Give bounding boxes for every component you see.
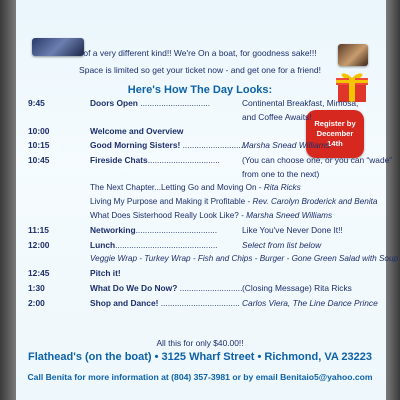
chat-session [90, 183, 301, 192]
badge-line-3: 14th [327, 139, 343, 148]
schedule-row [28, 112, 388, 126]
schedule-heading: Here's How The Day Looks: [127, 84, 273, 96]
lunch-menu: Veggie Wrap - Turkey Wrap - Fish and Chips - Burger - Gone Green Salad with Soup [90, 254, 399, 263]
schedule-desc: Marsha Snead Williams [242, 140, 330, 150]
schedule-row [28, 240, 388, 254]
badge-line-1: Register by [314, 119, 356, 128]
schedule-desc: (You can choose one, or you can “wade” [242, 155, 393, 165]
schedule-item [90, 155, 220, 165]
dot-leader: ............................................ [115, 240, 218, 250]
schedule-item [90, 98, 210, 108]
dot-leader: ........................... [180, 140, 246, 150]
schedule-time: 1:30 [28, 283, 45, 293]
price-line: All this for only $40.00!! [156, 338, 244, 348]
dot-leader: ................................... [135, 225, 218, 235]
schedule-desc: Like You've Never Done It!! [242, 225, 343, 235]
schedule-time: 12:45 [28, 268, 50, 278]
schedule-desc: and Coffee Awaits! [242, 112, 312, 122]
item-label: Good Morning Sisters! [90, 140, 181, 150]
schedule-row [28, 298, 388, 312]
dot-leader: ............................... [147, 155, 220, 165]
chat-title: Living My Purpose and Making it Profitable - [90, 197, 253, 206]
schedule-item [90, 140, 245, 150]
chat-title: What Does Sisterhood Really Look Like? - [90, 211, 247, 220]
badge-line-2: December [316, 129, 354, 138]
contact-line[interactable]: Call Benita for more information at (804) 357-3981 or by email Benitaio5@yahoo.com [27, 372, 373, 382]
schedule-row [28, 140, 388, 154]
schedule-row [28, 169, 388, 183]
schedule-row [28, 126, 388, 140]
schedule-desc: from one to the next) [242, 169, 320, 179]
schedule-time: 2:00 [28, 298, 45, 308]
item-label: What Do We Do Now? [90, 283, 178, 293]
dot-leader: ........................... [177, 283, 243, 293]
chat-session [90, 197, 377, 206]
schedule-row [28, 283, 388, 297]
item-label: Doors Open [90, 98, 138, 108]
dot-leader: .................................. [158, 298, 240, 308]
venue-address: Flathead's (on the boat) • 3125 Wharf Street • Richmond, VA 23223 [27, 351, 373, 363]
schedule-item: Welcome and Overview [90, 126, 184, 136]
item-label: Shop and Dance! [90, 298, 159, 308]
item-label: Networking [90, 225, 136, 235]
chat-speaker: Rev. Carolyn Broderick and Benita [252, 197, 378, 206]
schedule-item: Pitch it! [90, 268, 121, 278]
schedule-item [90, 298, 240, 308]
schedule-row [28, 155, 393, 169]
intro-line-1: of a very different kind!! We're On a boat, for goodness sake!!! [83, 48, 317, 58]
schedule-time: 10:00 [28, 126, 50, 136]
schedule-item [90, 225, 217, 235]
schedule-desc: Carlos Viera, The Line Dance Prince [242, 298, 378, 308]
chat-speaker: Marsha Sneed Williams [246, 211, 333, 220]
schedule-time: 9:45 [28, 98, 45, 108]
schedule-desc: (Closing Message) Rita Ricks [242, 283, 352, 293]
schedule-row [28, 98, 388, 112]
schedule-desc: Continental Breakfast, Mimosa, [242, 98, 359, 108]
schedule-item [90, 283, 242, 293]
schedule-row [28, 225, 388, 239]
chat-session [90, 211, 332, 220]
schedule-row [28, 268, 388, 282]
schedule-desc: Select from list below [242, 240, 322, 250]
schedule-time: 12:00 [28, 240, 50, 250]
chat-speaker: Rita Ricks [263, 183, 301, 192]
chat-title: The Next Chapter...Letting Go and Moving On - [90, 183, 264, 192]
schedule-time: 10:15 [28, 140, 50, 150]
schedule-time: 10:45 [28, 155, 50, 165]
item-label: Fireside Chats [90, 155, 148, 165]
schedule-item [90, 240, 218, 250]
schedule-time: 11:15 [28, 225, 49, 235]
dot-leader: .............................. [137, 98, 211, 108]
item-label: Lunch [90, 240, 116, 250]
intro-line-2: Space is limited so get your ticket now - and get one for a friend! [79, 65, 321, 75]
